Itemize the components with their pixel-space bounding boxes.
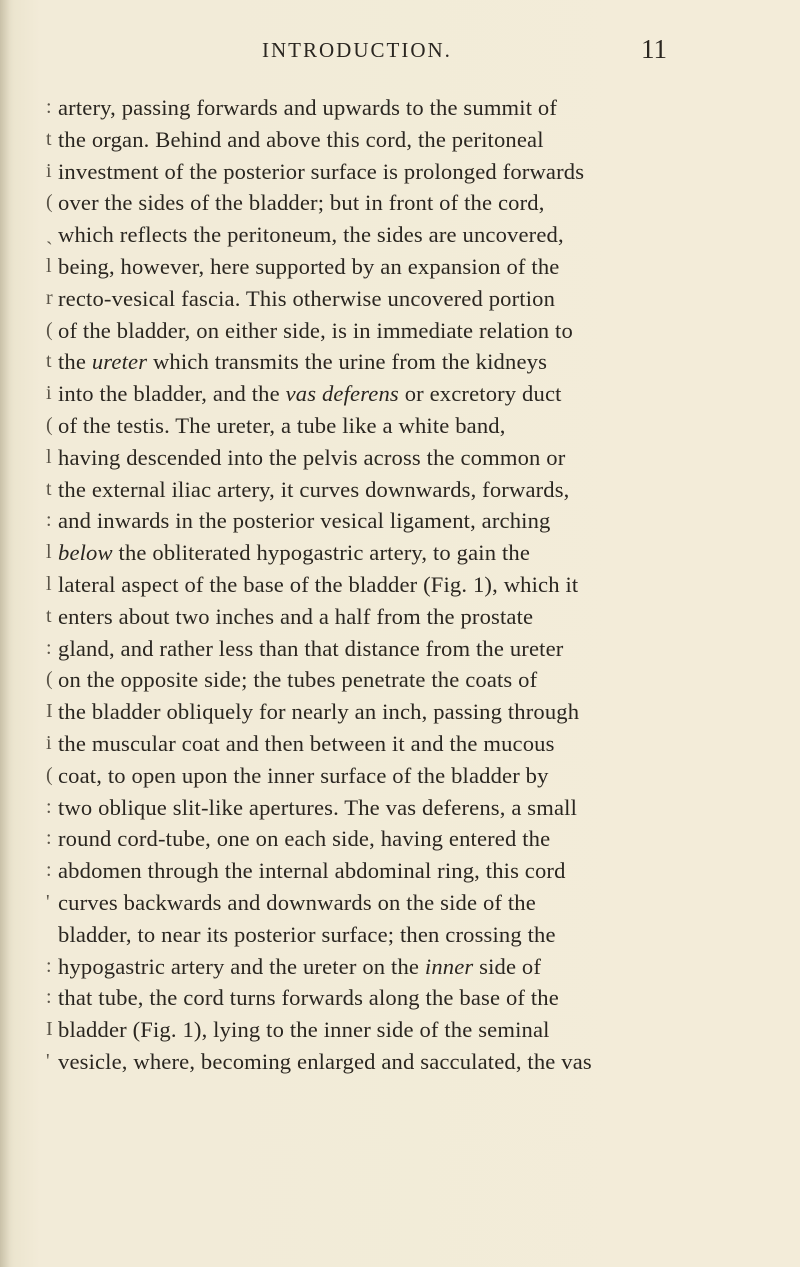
margin-mark: : [46,795,52,818]
text-line [0,887,800,919]
margin-mark: : [46,636,52,659]
line-text: curves backwards and downwards on the side of the [58,889,536,915]
text-line [0,982,800,1014]
line-text [58,346,547,378]
margin-mark: l [46,445,52,468]
text-line [0,283,800,315]
text-line [0,569,800,601]
margin-mark: l [46,572,52,595]
margin-mark: ( [46,191,53,214]
margin-mark: i [46,382,52,405]
line-text: on the opposite side; the tubes penetrate the coats of [58,667,538,693]
line-text: coat, to open upon the inner surface of the bladder by [58,762,549,788]
line-text: vesicle, where, becoming enlarged and sacculated, the vas [58,1048,592,1074]
margin-mark: I [46,700,53,723]
text-line [0,633,800,665]
margin-mark: ( [46,413,53,436]
body-text [0,92,800,1078]
line-text-post: side of [473,953,542,979]
line-text: recto-vesical fascia. This otherwise uncovered portion [58,285,556,311]
line-text: abdomen through the internal abdominal ring, this cord [58,858,566,884]
text-line [0,378,800,410]
text-line [0,855,800,887]
italic-term: vas deferens [285,381,399,407]
margin-mark: : [46,986,52,1009]
text-line [0,792,800,824]
margin-mark: : [46,954,52,977]
line-text-post: the obliterated hypogastric artery, to gain the [112,540,531,566]
line-text-pre: hypogastric artery and the ureter on the [58,953,425,979]
text-line [0,505,800,537]
margin-mark: i [46,731,52,754]
line-text: round cord-tube, one on each side, having entered the [58,826,551,852]
margin-mark: ( [46,668,53,691]
line-text: artery, passing forwards and upwards to the summit of [58,95,558,120]
text-line [0,474,800,506]
line-text: the muscular coat and then between it and the mucous [58,730,555,756]
text-line [0,919,800,951]
margin-mark: i [46,159,52,182]
margin-mark: ' [46,890,50,913]
page-header [0,34,800,68]
line-text: and inwards in the posterior vesical ligament, arching [58,508,551,534]
text-line [0,664,800,696]
line-text-pre: the [58,349,92,375]
margin-mark: : [46,859,52,882]
text-line [0,1046,800,1078]
line-text: enters about two inches and a half from the prostate [58,603,534,629]
running-head: INTRODUCTION. [262,38,452,62]
text-line [0,251,800,283]
margin-mark: t [46,350,52,373]
margin-mark: l [46,254,52,277]
line-text: gland, and rather less than that distance from the ureter [58,635,564,661]
italic-term: below [58,540,113,566]
line-text: over the sides of the bladder; but in front of the cord, [58,190,545,216]
text-line [0,219,800,251]
text-line [0,601,800,633]
text-line [0,823,800,855]
margin-mark: t [46,127,52,150]
text-line [0,124,800,156]
text-line [0,410,800,442]
margin-mark: : [46,509,52,532]
line-text: bladder (Fig. 1), lying to the inner side of the seminal [58,1017,550,1043]
italic-term: inner [424,953,474,979]
line-text [58,537,530,569]
line-text: two oblique slit-like apertures. The vas deferens, a small [58,794,578,820]
margin-mark: t [46,604,52,627]
line-text: having descended into the pelvis across the common or [58,444,566,470]
line-text: being, however, here supported by an expansion of the [58,253,560,279]
text-line [0,1014,800,1046]
italic-term: ureter [91,349,148,375]
line-text-post: which transmits the urine from the kidneys [147,349,548,375]
line-text: the external iliac artery, it curves downwards, forwards, [58,476,570,502]
page-number: 11 [641,34,667,64]
text-line [0,156,800,188]
margin-mark: I [46,1018,53,1041]
margin-mark: ' [46,1049,50,1072]
line-text: that tube, the cord turns forwards along the base of the [58,985,559,1011]
text-line [0,442,800,474]
margin-mark: t [46,477,52,500]
text-line [0,346,800,378]
line-text: lateral aspect of the base of the bladder (Fig. 1), which it [58,571,579,597]
margin-mark: ( [46,763,53,786]
text-line [0,315,800,347]
margin-mark: ( [46,318,53,341]
line-text [58,951,541,983]
text-line [0,696,800,728]
text-line [0,187,800,219]
margin-mark: r [46,286,53,309]
margin-mark: l [46,541,52,564]
line-text: bladder, to near its posterior surface; then crossing the [58,921,556,947]
line-text: into the bladder, and the vas deferens or excretory duct [58,381,562,407]
line-text: of the bladder, on either side, is in immediate relation to [58,317,573,343]
line-text: investment of the posterior surface is prolonged forwards [58,158,585,184]
margin-mark: ˎ [46,223,53,246]
margin-mark: : [46,96,52,118]
text-line [0,537,800,569]
text-line [0,951,800,983]
line-text: the organ. Behind and above this cord, the peritoneal [58,126,544,152]
text-line [0,92,800,124]
text-line [0,760,800,792]
line-text: of the testis. The ureter, a tube like a white band, [58,412,506,438]
line-text: the bladder obliquely for nearly an inch, passing through [58,699,580,725]
text-line [0,728,800,760]
margin-mark: : [46,827,52,850]
line-text: which reflects the peritoneum, the sides are uncovered, [58,222,564,248]
